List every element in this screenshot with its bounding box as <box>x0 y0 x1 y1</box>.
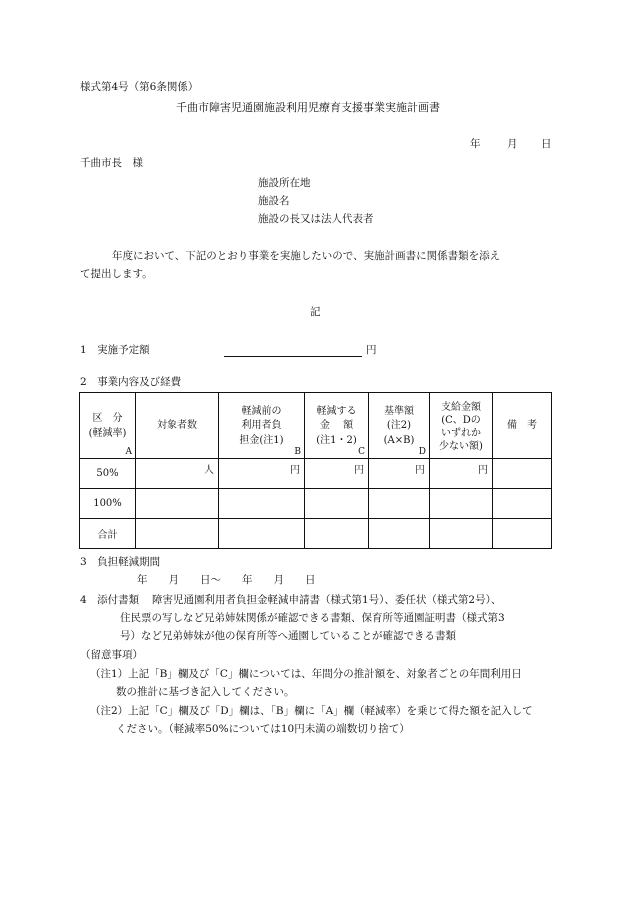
form-number: 様式第4号（第6条関係） <box>80 81 199 93</box>
column-letter: A <box>125 447 132 457</box>
amount-blank <box>224 345 362 357</box>
intro-line-2: て提出します。 <box>80 268 153 280</box>
section2-label: 2 事業内容及び経費 <box>80 376 182 388</box>
cell-standard[interactable] <box>369 489 430 519</box>
table-row <box>80 519 552 549</box>
header-payment <box>430 393 493 459</box>
section3-period: 年 月 日～ 年 月 日 <box>137 574 316 586</box>
column-letter: B <box>294 447 301 457</box>
cell-standard[interactable] <box>369 459 430 489</box>
table-row <box>80 459 552 489</box>
header-text: 金 額 <box>319 420 354 432</box>
header-text: (注1・2) <box>316 434 357 446</box>
section4-label: 4 添付書類 <box>80 594 140 606</box>
cell-remarks[interactable] <box>493 489 552 519</box>
cell-payment[interactable] <box>430 489 493 519</box>
header-burden-before <box>219 393 305 459</box>
cell-remarks[interactable] <box>493 519 552 549</box>
header-category <box>80 393 136 459</box>
unit-label: 円 <box>415 465 425 476</box>
cell-burden[interactable] <box>219 489 305 519</box>
cell-reduction[interactable] <box>305 459 369 489</box>
unit-label: 円 <box>354 465 364 476</box>
intro-line-1: 年度において、下記のとおり事業を実施したいので、実施計画書に関係書類を添え <box>112 250 501 262</box>
header-text: 支給金額 <box>441 401 481 413</box>
column-letter: C <box>358 447 365 457</box>
note2-line-1: （注2）上記「C」欄及び「D」欄は、「B」欄に「A」欄（軽減率）を乗じて得た額を記入して <box>90 705 533 717</box>
header-remarks <box>493 393 552 459</box>
section4-line-3: 号）など兄弟姉妹が他の保育所等へ通園していることが確認できる書類 <box>120 630 456 642</box>
header-text: 基準額 <box>384 405 414 417</box>
note1-line-2: 数の推計に基づき記入してください。 <box>116 686 295 698</box>
unit-label: 円 <box>290 465 300 476</box>
header-text: 利用者負 <box>241 420 282 432</box>
unit-label: 円 <box>478 465 488 476</box>
date-month: 月 <box>507 138 518 150</box>
row-label: 100% <box>80 489 136 519</box>
cell-payment[interactable] <box>430 459 493 489</box>
row-label: 合計 <box>80 519 136 549</box>
header-reduction <box>305 393 369 459</box>
table-row <box>80 489 552 519</box>
section1-unit: 円 <box>366 344 377 356</box>
header-text: (注2) <box>386 420 412 432</box>
cell-remarks[interactable] <box>493 459 552 489</box>
facility-location-label: 施設所在地 <box>258 177 311 189</box>
date-day: 日 <box>541 138 552 150</box>
facility-representative-label: 施設の長又は法人代表者 <box>258 213 374 225</box>
section4-line-2: 住民票の写しなど兄弟姉妹関係が確認できる書類、保育所等通園証明書（様式第3 <box>120 612 505 624</box>
section4-line-1: 障害児通園利用者負担金軽減申請書（様式第1号）、委任状（様式第2号）、 <box>152 594 502 606</box>
notes-heading: （留意事項） <box>80 649 143 661</box>
cell-payment[interactable] <box>430 519 493 549</box>
column-letter: D <box>418 447 426 457</box>
unit-label: 人 <box>204 465 214 476</box>
cell-reduction[interactable] <box>305 489 369 519</box>
header-count <box>136 393 219 459</box>
cell-standard[interactable] <box>369 519 430 549</box>
header-text: 少ない額) <box>439 440 483 452</box>
header-text: 担金(注1) <box>239 434 284 446</box>
ki-heading: 記 <box>310 306 321 318</box>
header-text: (C、Dの <box>441 414 481 426</box>
expense-table <box>79 392 552 549</box>
cell-reduction[interactable] <box>305 519 369 549</box>
cell-count[interactable] <box>136 459 219 489</box>
header-text: (軽減率) <box>88 427 127 439</box>
cell-burden[interactable] <box>219 519 305 549</box>
header-text: (A×B) <box>383 434 415 446</box>
header-text: 区 分 <box>92 413 123 424</box>
header-text: 備 考 <box>507 420 537 432</box>
header-text: 対象者数 <box>157 420 197 432</box>
document-title: 千曲市障害児通園施設利用児療育支援事業実施計画書 <box>176 101 440 114</box>
header-text: 軽減前の <box>241 405 282 417</box>
cell-count[interactable] <box>136 519 219 549</box>
row-label: 50% <box>80 459 136 489</box>
section1-label: 1 実施予定額 <box>80 344 150 356</box>
header-standard <box>369 393 430 459</box>
addressee: 千曲市長 様 <box>80 157 143 169</box>
date-year: 年 <box>470 138 481 150</box>
section3-label: 3 負担軽減期間 <box>80 556 161 568</box>
note2-line-2: ください。（軽減率50%については10円未満の端数切り捨て） <box>116 723 410 735</box>
cell-count[interactable] <box>136 489 219 519</box>
cell-burden[interactable] <box>219 459 305 489</box>
note1-line-1: （注1）上記「B」欄及び「C」欄については、年間分の推計額を、対象者ごとの年間利用日 <box>90 668 522 680</box>
facility-name-label: 施設名 <box>258 195 290 207</box>
header-text: いずれか <box>441 427 481 439</box>
header-text: 軽減する <box>316 405 357 417</box>
